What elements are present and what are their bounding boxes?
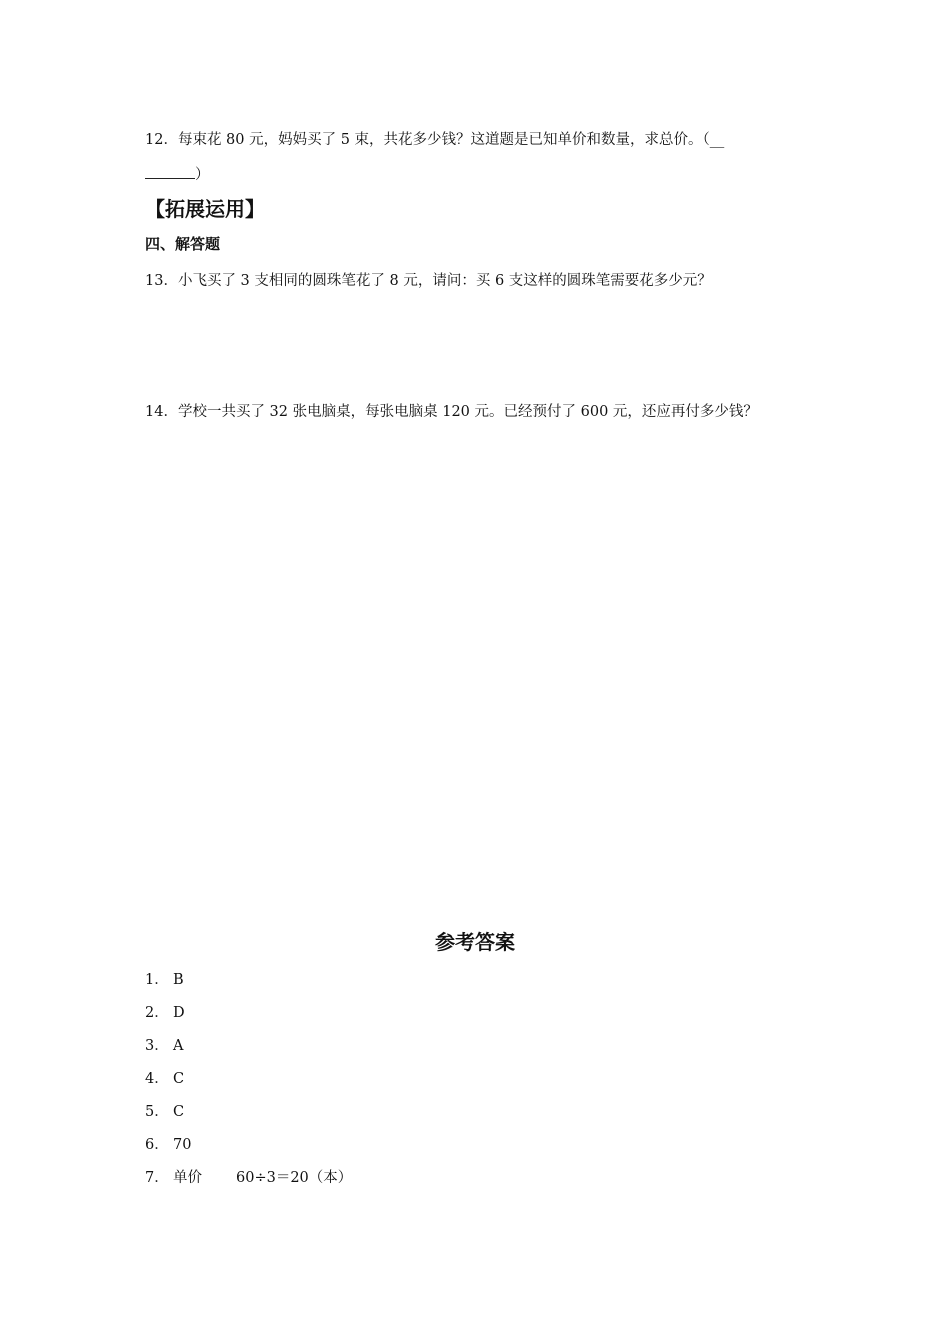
answer-text: D: [173, 1005, 185, 1021]
answers-title: 参考答案: [435, 930, 515, 954]
answer-text: 单价: [173, 1170, 202, 1186]
answer-text: 70: [173, 1137, 192, 1153]
answer-number: 7．: [145, 1170, 169, 1186]
question-13: 13．小飞买了 3 支相同的圆珠笔花了 8 元，请问：买 6 支这样的圆珠笔需要花多少元？: [145, 273, 712, 289]
answer-number: 2．: [145, 1005, 169, 1021]
answer-item: [145, 1034, 183, 1055]
blank-close-paren: ）: [195, 167, 210, 183]
answer-item: [145, 1001, 185, 1022]
section-title-solve: 四、解答题: [145, 235, 221, 253]
answer-text: C: [173, 1071, 185, 1087]
answer-number: 3．: [145, 1038, 169, 1054]
answer-working: 60÷3＝20（本）: [236, 1170, 353, 1186]
answer-number: 1．: [145, 972, 169, 988]
question-12-answer-blank: [145, 163, 210, 184]
answer-number: 4．: [145, 1071, 169, 1087]
answer-item: [145, 968, 184, 989]
question-14: 14．学校一共买了 32 张电脑桌，每张电脑桌 120 元。已经预付了 600 元，还应再付多少钱？: [145, 404, 758, 420]
answer-item: [145, 1100, 184, 1121]
answer-number: 5．: [145, 1104, 169, 1120]
answer-item: [145, 1067, 184, 1088]
section-heading-extension: 【拓展运用】: [145, 197, 265, 221]
answer-item: [145, 1166, 352, 1187]
answer-text: B: [173, 972, 184, 988]
answer-number: 6．: [145, 1137, 169, 1153]
answer-blank-underline: [145, 166, 195, 179]
answer-text: A: [173, 1038, 184, 1054]
question-12-line1: 12．每束花 80 元，妈妈买了 5 束，共花多少钱？这道题是已知单价和数量，求总价。（__: [145, 132, 725, 148]
answer-item: [145, 1133, 191, 1154]
answer-text: C: [173, 1104, 185, 1120]
